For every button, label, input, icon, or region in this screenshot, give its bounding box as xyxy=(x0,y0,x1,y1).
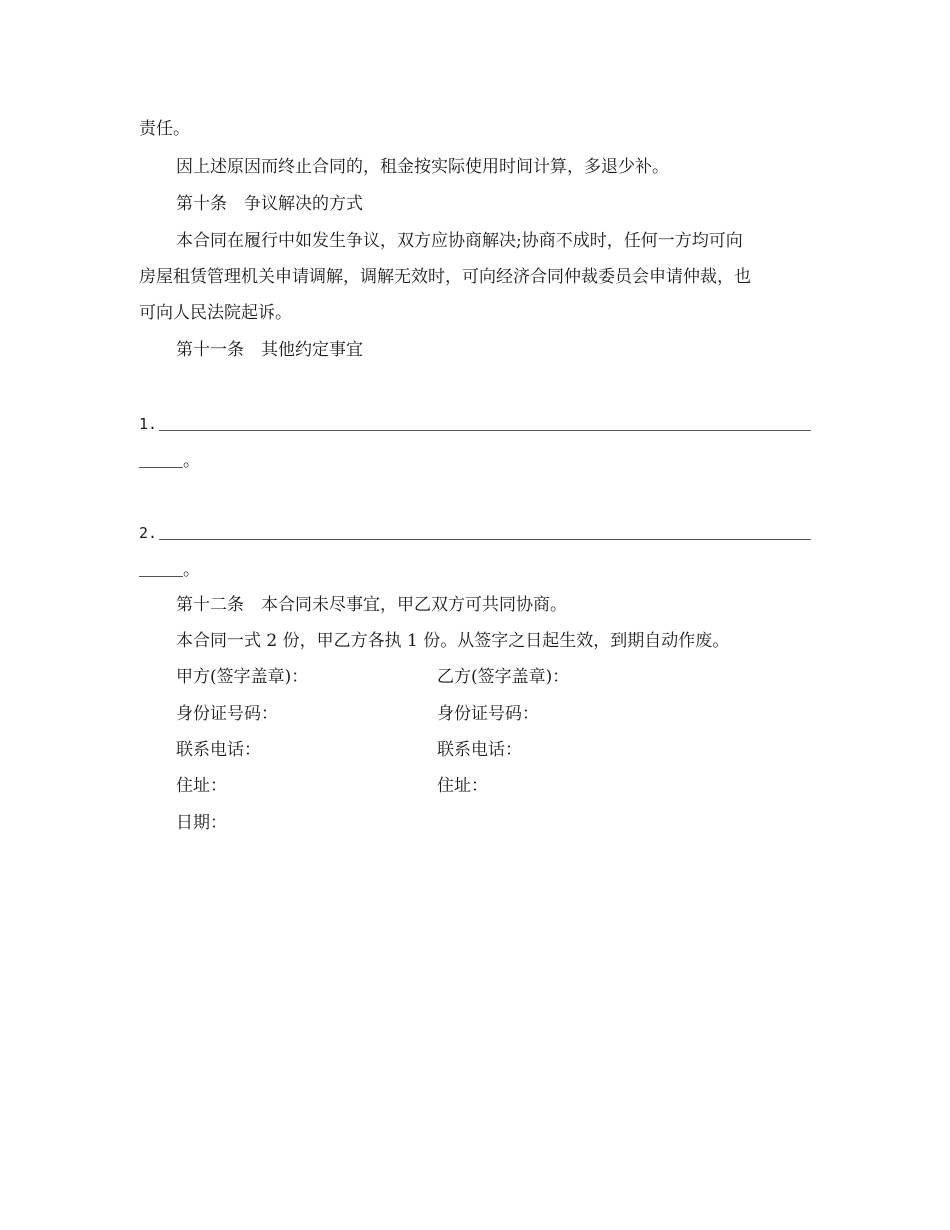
party-b-id-label: 身份证号码： xyxy=(437,704,539,724)
fill-in-line xyxy=(159,430,811,431)
article-10-heading: 第十条 争议解决的方式 xyxy=(176,194,363,214)
date-label: 日期： xyxy=(176,813,227,833)
blank-item-number: 1. xyxy=(139,415,158,433)
article-10-line-3: 可向人民法院起诉。 xyxy=(139,303,292,323)
party-b-sign-label: 乙方(签字盖章)： xyxy=(437,667,570,687)
fill-in-line xyxy=(159,539,811,540)
article-10-line-1: 本合同在履行中如发生争议，双方应协商解决;协商不成时，任何一方均可向 xyxy=(176,231,743,251)
party-a-sign-label: 甲方(签字盖章)： xyxy=(176,667,309,687)
article-10-line-2: 房屋租赁管理机关申请调解，调解无效时，可向经济合同仲裁委员会申请仲裁，也 xyxy=(139,267,751,287)
blank-item-2[interactable] xyxy=(139,521,811,545)
blank-item-2-tail xyxy=(139,558,259,582)
party-a-address-label: 住址： xyxy=(176,776,227,796)
article-12: 第十二条 本合同未尽事宜，甲乙双方可共同协商。 xyxy=(176,595,567,615)
party-b-address-label: 住址： xyxy=(437,776,488,796)
paragraph-continuation: 责任。 xyxy=(139,119,190,139)
paragraph-rent-settlement: 因上述原因而终止合同的，租金按实际使用时间计算，多退少补。 xyxy=(176,157,669,177)
blank-item-1-tail xyxy=(139,449,259,473)
blank-item-number: 2. xyxy=(139,524,158,542)
party-a-phone-label: 联系电话： xyxy=(176,740,261,760)
blank-item-1[interactable] xyxy=(139,412,811,436)
fill-in-line xyxy=(139,576,183,577)
blank-item-end: 。 xyxy=(183,560,200,580)
party-a-id-label: 身份证号码： xyxy=(176,704,278,724)
party-b-phone-label: 联系电话： xyxy=(437,740,522,760)
article-11-heading: 第十一条 其他约定事宜 xyxy=(176,340,363,360)
blank-item-end: 。 xyxy=(183,451,200,471)
copies-clause: 本合同一式 2 份，甲乙方各执 1 份。从签字之日起生效，到期自动作废。 xyxy=(176,631,730,651)
fill-in-line xyxy=(139,467,183,468)
